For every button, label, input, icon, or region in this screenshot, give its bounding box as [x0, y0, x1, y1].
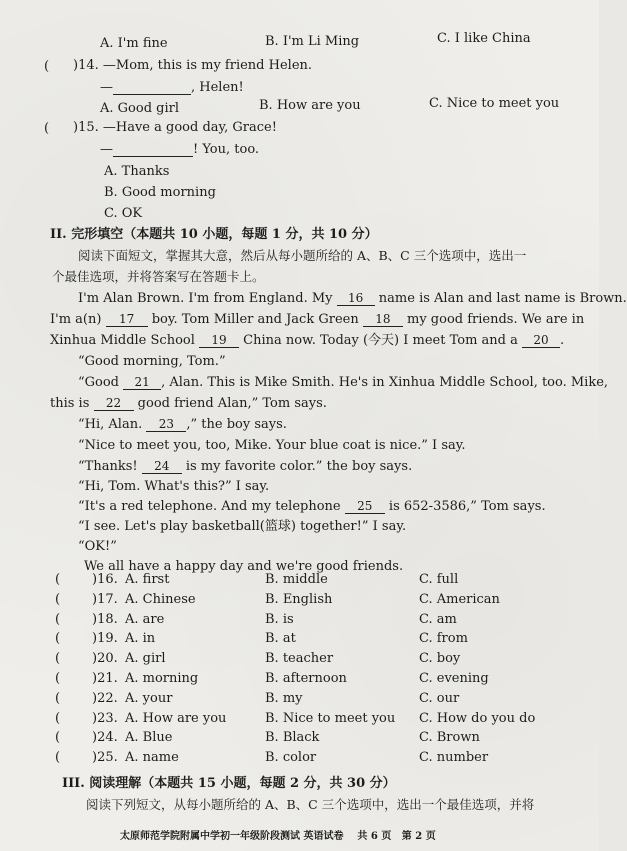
question-answer-paren: (	[55, 612, 61, 627]
footer-page-number: 第 2 页	[401, 831, 436, 842]
blank-17: 17	[106, 312, 148, 327]
question-answer-paren: (	[55, 631, 61, 646]
q14-answer-paren: (	[44, 59, 50, 74]
option-c: C. am	[419, 612, 457, 627]
option-a: A. first	[125, 572, 170, 587]
option-a: A. Blue	[125, 730, 173, 745]
option-a: A. How are you	[125, 711, 227, 726]
passage-line-11: “It's a red telephone. And my telephone 25 is 652-3586,” Tom says.	[78, 499, 546, 514]
footer-school: 太原师范学院附属中学初一年级阶段测试 英语试卷	[120, 831, 344, 842]
question-number: )25.	[92, 750, 118, 765]
section3-instruction: 阅读下列短文，从每小题所给的 A、B、C 三个选项中，选出一个最佳选项，并将	[86, 797, 535, 812]
question-number: )19.	[92, 631, 118, 646]
option-b: B. teacher	[265, 651, 334, 666]
blank-25: 25	[345, 499, 385, 514]
question-number: )22.	[92, 691, 118, 706]
blank-24: 24	[142, 459, 182, 474]
passage-line-3: Xinhua Middle School 19 China now. Today (今天) I meet Tom and a 20 .	[50, 333, 565, 348]
footer-total-pages: 共 6 页	[357, 831, 392, 842]
option-a: A. are	[125, 612, 165, 627]
question-number: )18.	[92, 612, 118, 627]
passage-line-8: “Nice to meet you, too, Mike. Your blue coat is nice.” I say.	[78, 438, 466, 453]
q14-reply-tail: , Helen!	[191, 80, 244, 95]
passage-line-4: “Good morning, Tom.”	[78, 354, 226, 369]
option-a: A. girl	[125, 651, 166, 666]
option-a: A. name	[125, 750, 179, 765]
passage-line-5: “Good 21 , Alan. This is Mike Smith. He's in Xinhua Middle School, too. Mike,	[78, 375, 609, 390]
passage-line-12: “I see. Let's play basketball(篮球) together!” I say.	[78, 519, 407, 534]
q14-option-b: B. How are you	[259, 98, 361, 113]
passage-line-13: “OK!”	[78, 539, 117, 554]
option-a: A. Chinese	[125, 592, 196, 607]
q15-reply	[100, 142, 259, 158]
question-number: )24.	[92, 730, 118, 745]
option-b: B. English	[265, 592, 333, 607]
option-b: B. color	[265, 750, 317, 765]
question-answer-paren: (	[55, 572, 61, 587]
q14-blank	[113, 80, 191, 95]
question-answer-paren: (	[55, 730, 61, 745]
q13-option-b: B. I'm Li Ming	[265, 34, 360, 49]
question-number: )20.	[92, 651, 118, 666]
option-b: B. at	[265, 631, 296, 646]
question-number: )21.	[92, 671, 118, 686]
question-answer-paren: (	[55, 651, 61, 666]
option-c: C. American	[419, 592, 500, 607]
option-a: A. morning	[125, 671, 199, 686]
option-c: C. our	[419, 691, 460, 706]
option-c: C. full	[419, 572, 459, 587]
option-b: B. afternoon	[265, 671, 347, 686]
section2-heading: II. 完形填空（本题共 10 小题，每题 1 分，共 10 分）	[50, 227, 378, 242]
passage-line-2: I'm a(n) 17 boy. Tom Miller and Jack Green 18 my good friends. We are in	[50, 312, 585, 327]
option-b: B. Nice to meet you	[265, 711, 396, 726]
q15-option-a: A. Thanks	[104, 164, 170, 179]
blank-20: 20	[522, 333, 560, 348]
option-a: A. your	[125, 691, 173, 706]
question-number: )17.	[92, 592, 118, 607]
option-c: C. evening	[419, 671, 489, 686]
section2-instruction-1: 阅读下面短文，掌握其大意，然后从每小题所给的 A、B、C 三个选项中，选出一	[78, 248, 527, 263]
passage-line-14: We all have a happy day and we're good friends.	[84, 559, 404, 574]
question-answer-paren: (	[55, 592, 61, 607]
question-answer-paren: (	[55, 671, 61, 686]
q14-option-c: C. Nice to meet you	[429, 96, 560, 111]
passage-line-9: “Thanks! 24 is my favorite color.” the boy says.	[78, 459, 413, 474]
q14-stem: )14. —Mom, this is my friend Helen.	[73, 58, 313, 73]
option-b: B. middle	[265, 572, 328, 587]
blank-19: 19	[199, 333, 239, 348]
passage-line-7: “Hi, Alan. 23 ,” the boy says.	[78, 417, 287, 432]
passage-line-1: I'm Alan Brown. I'm from England. My 16 name is Alan and last name is Brown.	[78, 291, 627, 306]
footer	[120, 829, 436, 845]
q14-reply-dash: —	[100, 80, 113, 95]
section3-heading: III. 阅读理解（本题共 15 小题，每题 2 分，共 30 分）	[62, 776, 396, 791]
q14-option-a: A. Good girl	[100, 101, 179, 116]
option-b: B. my	[265, 691, 303, 706]
q15-option-b: B. Good morning	[104, 185, 216, 200]
option-c: C. How do you do	[419, 711, 536, 726]
q15-blank	[113, 142, 193, 157]
blank-22: 22	[94, 396, 134, 411]
option-b: B. Black	[265, 730, 320, 745]
blank-21: 21	[123, 375, 161, 390]
q13-option-a: A. I'm fine	[100, 36, 168, 51]
option-c: C. Brown	[419, 730, 480, 745]
question-answer-paren: (	[55, 750, 61, 765]
option-c: C. boy	[419, 651, 461, 666]
section2-instruction-2: 个最佳选项，并将答案写在答题卡上。	[52, 269, 265, 284]
option-c: C. from	[419, 631, 468, 646]
q13-option-c: C. I like China	[437, 31, 531, 46]
q15-reply-tail: ! You, too.	[193, 142, 260, 157]
q14-reply	[100, 80, 244, 96]
question-answer-paren: (	[55, 711, 61, 726]
question-answer-paren: (	[55, 691, 61, 706]
question-number: )16.	[92, 572, 118, 587]
option-a: A. in	[125, 631, 156, 646]
q15-option-c: C. OK	[104, 206, 143, 221]
blank-18: 18	[363, 312, 403, 327]
passage-line-10: “Hi, Tom. What's this?” I say.	[78, 479, 270, 494]
passage-line-6: this is 22 good friend Alan,” Tom says.	[50, 396, 327, 411]
q15-stem: )15. —Have a good day, Grace!	[73, 120, 277, 135]
q15-answer-paren: (	[44, 121, 50, 136]
blank-16: 16	[337, 291, 375, 306]
question-number: )23.	[92, 711, 118, 726]
q15-reply-dash: —	[100, 142, 113, 157]
blank-23: 23	[146, 417, 186, 432]
option-c: C. number	[419, 750, 489, 765]
option-b: B. is	[265, 612, 294, 627]
